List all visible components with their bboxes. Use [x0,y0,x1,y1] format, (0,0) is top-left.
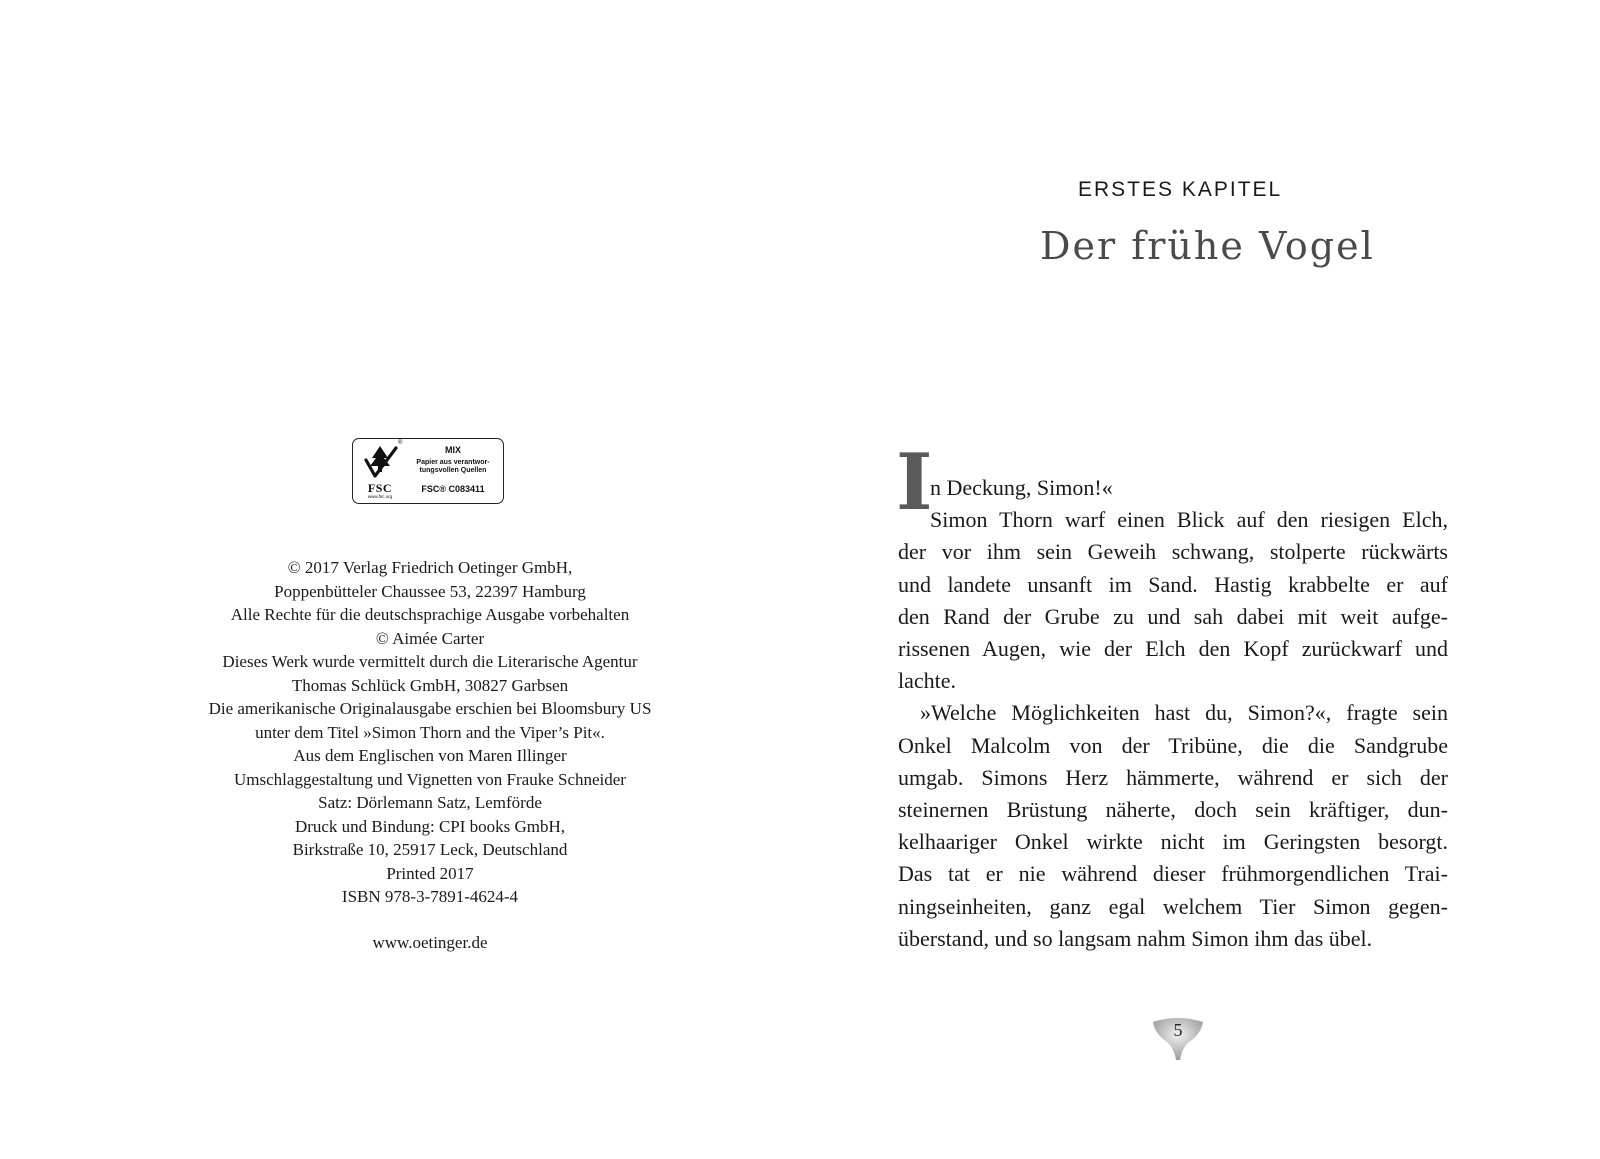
fsc-description-line: Papier aus verantwor- [416,459,490,466]
fsc-tree-checkmark-icon [358,442,402,500]
imprint [150,556,710,909]
body-line: und landete unsanft im Sand. Hastig krabbelte er auf [898,571,1448,597]
drop-cap: I [896,437,933,528]
body-line: lachte. [898,668,957,694]
imprint-line: Druck und Bindung: CPI books GmbH, [294,816,566,836]
body-line: n Deckung, Simon!« [930,475,1113,500]
imprint-line: Poppenbütteler Chaussee 53, 22397 Hamburg [274,581,586,601]
fsc-code: FSC® C083411 [421,484,485,494]
body-line: »Welche Möglichkeiten hast du, Simon?«, fragte sein [920,700,1448,726]
body-line: rissenen Augen, wie der Elch den Kopf zurückwarf und [898,636,1448,662]
page-number: 5 [1173,1020,1183,1040]
right-page [800,0,1600,1159]
imprint-line: Die amerikanische Originalausgabe erschien bei Bloomsbury US [208,699,652,718]
body-line: den Rand der Grube zu und sah dabei mit weit aufge- [898,603,1448,629]
imprint-line: Thomas Schlück GmbH, 30827 Garbsen [291,675,569,695]
chapter-title-text: Der frühe Vogel [1040,224,1375,268]
imprint-line: Alle Rechte für die deutschsprachige Ausgabe vorbehalten [230,605,630,624]
fsc-url: www.fsc.org [367,494,393,499]
imprint-line: Umschlaggestaltung und Vignetten von Frauke Schneider [234,769,626,789]
fsc-label [352,438,504,504]
body-line: ningseinheiten, ganz egal welchem Tier Simon gegen- [898,893,1448,919]
fsc-logo-text: FSC [367,481,393,495]
chapter-label-text: ERSTES KAPITEL [1078,178,1283,201]
imprint-line: Printed 2017 [386,863,474,883]
body-line: der vor ihm sein Geweih schwang, stolperte rückwärts [898,539,1448,565]
body-line: Onkel Malcolm von der Tribüne, die die Sandgrube [898,732,1448,758]
imprint-line: © 2017 Verlag Friedrich Oetinger GmbH, [287,558,573,577]
imprint-line: Dieses Werk wurde vermittelt durch die Literarische Agentur [222,652,638,671]
publisher-website: www.oetinger.de [372,933,488,952]
fsc-description [405,459,501,475]
imprint-line: © Aimée Carter [375,628,485,648]
imprint-line: ISBN 978-3-7891-4624-4 [341,887,519,906]
imprint-line: unter dem Titel »Simon Thorn and the Viper’s Pit«. [255,722,605,742]
fsc-description-line: tungsvollen Quellen [419,467,487,474]
imprint-line: Birkstraße 10, 25917 Leck, Deutschland [292,840,568,859]
chapter-body [898,472,1448,955]
body-line: umgab. Simons Herz hämmerte, während er sich der [898,764,1448,790]
body-line: überstand, und so langsam nahm Simon ihm das übel. [898,925,1373,951]
imprint-line: Aus dem Englischen von Maren Illinger [293,746,567,765]
body-line: Das tat er nie während dieser frühmorgendlichen Trai- [898,861,1448,887]
body-line: steinernen Brüstung näherte, doch sein kräftiger, dun- [898,797,1448,823]
body-line: Simon Thorn warf einen Blick auf den riesigen Elch, [930,507,1448,533]
fsc-registered-mark: ® [398,440,403,446]
imprint-line: Satz: Dörlemann Satz, Lemförde [318,793,542,812]
fsc-mix: MIX [444,445,461,455]
page-number-ornament [1149,1016,1207,1062]
body-line: kelhaariger Onkel wirkte nicht im Geringsten besorgt. [898,829,1448,855]
